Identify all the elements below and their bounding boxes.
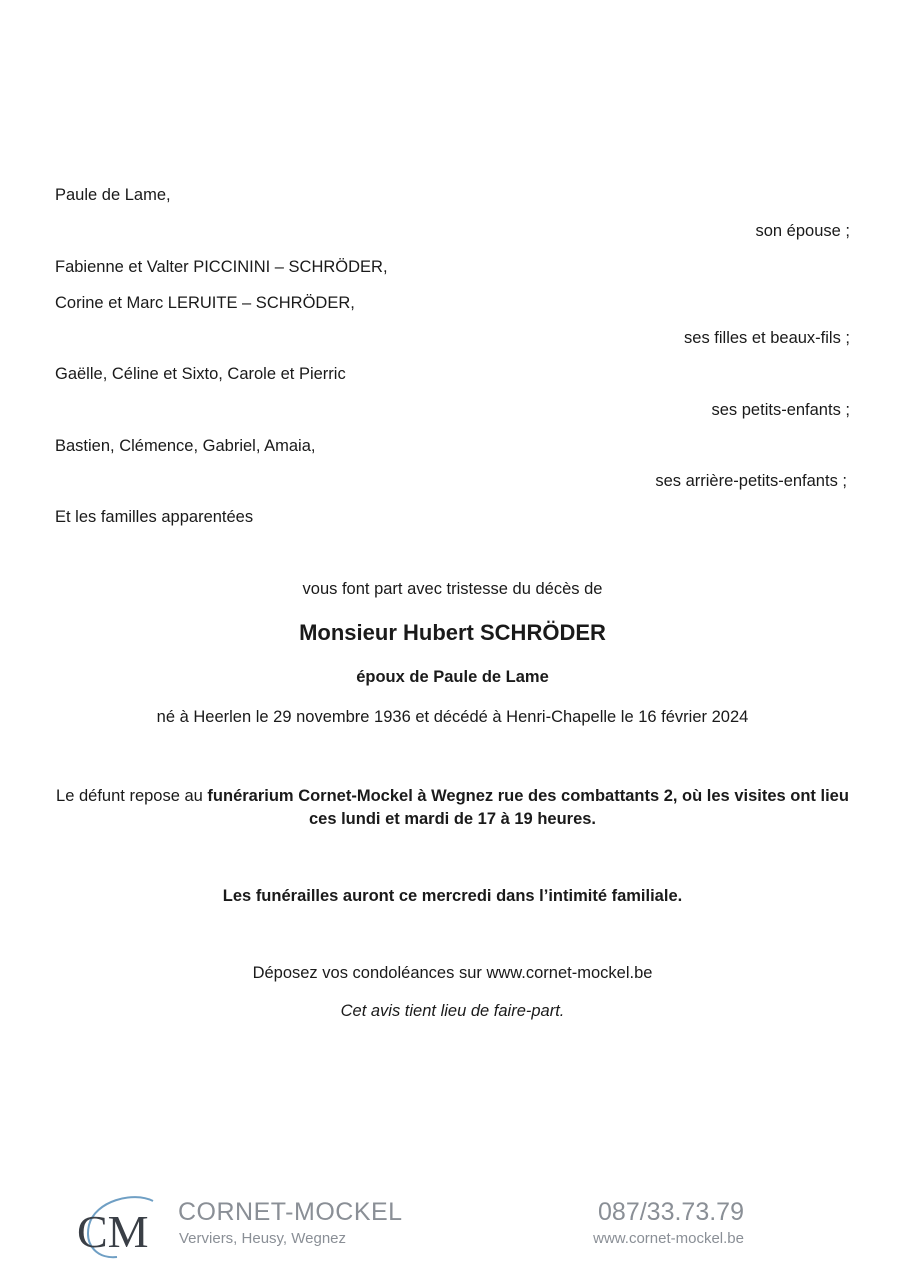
- great-grandchildren: Bastien, Clémence, Gabriel, Amaia,: [55, 437, 316, 455]
- relatives: Et les familles apparentées: [55, 508, 254, 526]
- spouse-name: Paule de Lame,: [55, 186, 171, 204]
- daughter-2: Corine et Marc LERUITE – SCHRÖDER,: [55, 294, 355, 312]
- daughter-1: Fabienne et Valter PICCININI – SCHRÖDER,: [55, 258, 388, 276]
- footer: [0, 1195, 905, 1255]
- logo-monogram: CM: [77, 1206, 149, 1257]
- grandchildren-role: ses petits-enfants ;: [711, 401, 850, 419]
- grandchildren: Gaëlle, Céline et Sixto, Carole et Pierric: [55, 365, 346, 383]
- birth-death: né à Heerlen le 29 novembre 1936 et décédé à Henri-Chapelle le 16 février 2024: [156, 708, 749, 726]
- visitation-details: funérarium Cornet-Mockel à Wegnez rue des combattants 2, où les visites ont lieu ces lundi et mardi de 17 à 19 heures.: [207, 787, 849, 828]
- condolences: Déposez vos condoléances sur www.cornet-mockel.be: [252, 964, 653, 982]
- brand-locations: Verviers, Heusy, Wegnez: [179, 1230, 347, 1247]
- announcement-intro: vous font part avec tristesse du décès de: [302, 580, 603, 598]
- cornet-mockel-logo: [75, 1195, 160, 1260]
- phone-number: 087/33.73.79: [598, 1198, 744, 1226]
- deceased-name: Monsieur Hubert SCHRÖDER: [299, 620, 606, 645]
- funeral-info: Les funérailles auront ce mercredi dans l’intimité familiale.: [222, 887, 683, 905]
- spouse-of: époux de Paule de Lame: [356, 668, 549, 686]
- website-link[interactable]: www.cornet-mockel.be: [593, 1230, 744, 1247]
- brand-name: CORNET-MOCKEL: [178, 1198, 403, 1226]
- great-grandchildren-role: ses arrière-petits-enfants ;: [655, 472, 847, 490]
- children-role: ses filles et beaux-fils ;: [684, 329, 850, 347]
- notice: Cet avis tient lieu de faire-part.: [340, 1002, 565, 1020]
- spouse-role: son épouse ;: [755, 222, 850, 240]
- visitation-paragraph: [55, 785, 850, 831]
- visitation-prefix: Le défunt repose au: [56, 787, 208, 805]
